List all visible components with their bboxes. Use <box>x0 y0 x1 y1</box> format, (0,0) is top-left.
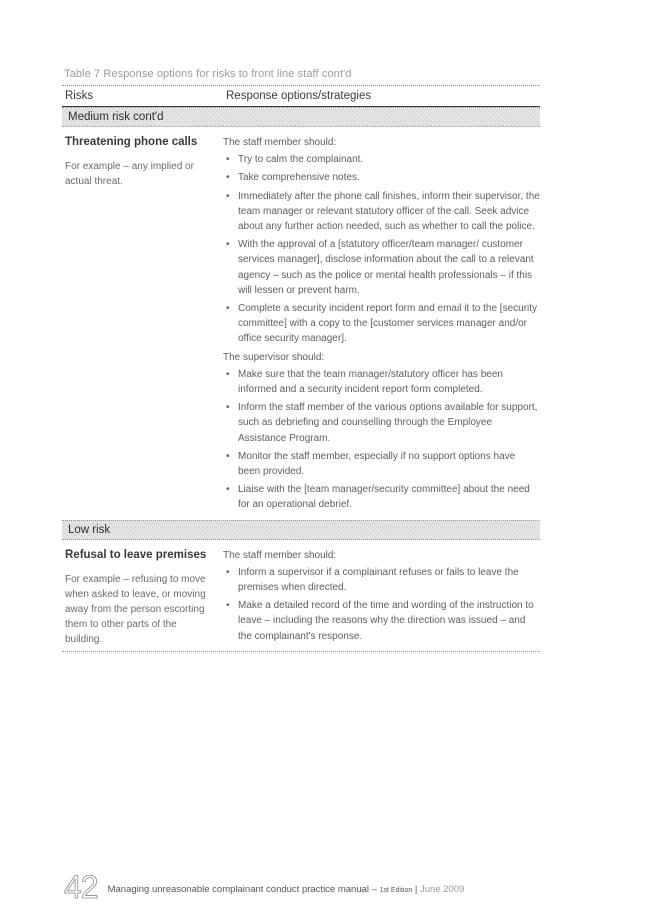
bullet-icon: • <box>226 600 230 612</box>
risk-cell <box>62 548 223 647</box>
table-bottom-rule <box>62 651 540 652</box>
bullet-icon: • <box>226 172 230 184</box>
footer-edition: 1st Edition <box>379 887 413 894</box>
response-cell <box>223 548 540 647</box>
risk-title: Refusal to leave premises <box>65 548 207 561</box>
footer-separator: | <box>412 884 421 895</box>
list-item-text: Make sure that the team manager/statutory officer has been informed and a security incident report form completed. <box>238 368 503 396</box>
bullet-icon: • <box>226 484 230 496</box>
bullet-icon: • <box>226 303 230 315</box>
list-item <box>223 152 540 167</box>
table-caption: Table 7 Response options for risks to front line staff cont'd <box>64 68 352 80</box>
list-item-text: Immediately after the phone call finishes, inform their supervisor, the team manager or relevant statutory officer of the call. Seek advice about any further action needed, such as whether to call the police. <box>238 190 540 233</box>
list-item-text: Make a detailed record of the time and wording of the instruction to leave – including the reasons why the direction was issued – and the complainant's response. <box>238 600 534 642</box>
bullet-icon: • <box>226 239 230 251</box>
risk-example: For example – any implied or actual threat. <box>65 161 194 187</box>
table-header <box>62 85 540 107</box>
list-item <box>223 598 540 644</box>
list-item <box>223 367 540 397</box>
list-item <box>223 449 540 479</box>
list-item-text: Monitor the staff member, especially if no support options have been provided. <box>238 450 516 478</box>
section-band-medium-risk: Medium risk cont'd <box>62 107 540 127</box>
list-item <box>223 189 540 235</box>
risk-example: For example – refusing to move when asked to leave, or moving away from the person escorting them to other parts of the building. <box>65 573 206 645</box>
list-item <box>223 482 540 512</box>
section-band-low-risk: Low risk <box>62 520 540 540</box>
table-row <box>62 540 540 651</box>
bullet-list <box>223 565 540 644</box>
response-options-table <box>62 85 540 652</box>
list-item-text: Inform the staff member of the various options available for support, such as debriefing and counselling through the Employee Assistance Program. <box>238 402 538 444</box>
list-item <box>223 400 540 446</box>
list-item-text: Liaise with the [team manager/security committee] about the need for an operational debrief. <box>238 484 530 511</box>
list-item <box>223 237 540 298</box>
header-response-options: Response options/strategies <box>226 90 372 102</box>
footer-title: Managing unreasonable complainant conduct practice manual – <box>107 884 380 895</box>
group-lead: The supervisor should: <box>223 351 325 363</box>
page-number: 42 <box>64 869 98 905</box>
list-item-text: Take comprehensive notes. <box>238 172 360 184</box>
risk-cell <box>62 135 223 516</box>
list-item-text: Complete a security incident report form and email it to the [security committee] with a copy to the [customer services manager and/or office security manager]. <box>238 303 538 345</box>
bullet-icon: • <box>226 190 230 202</box>
table-row <box>62 127 540 520</box>
bullet-list <box>223 367 540 513</box>
bullet-icon: • <box>226 450 230 462</box>
bullet-icon: • <box>226 368 230 380</box>
bullet-list <box>223 152 540 346</box>
group-lead: The staff member should: <box>223 137 337 148</box>
list-item-text: Try to calm the complainant. <box>238 154 364 166</box>
list-item <box>223 301 540 347</box>
response-cell <box>223 135 540 516</box>
bullet-icon: • <box>226 566 230 578</box>
risk-title: Threatening phone calls <box>65 136 198 148</box>
page-footer <box>64 869 465 905</box>
group-lead: The staff member should: <box>223 549 337 561</box>
footer-date: June 2009 <box>420 884 465 895</box>
bullet-icon: • <box>226 154 230 166</box>
bullet-icon: • <box>226 402 230 414</box>
list-item-text: Inform a supervisor if a complainant refuses or fails to leave the premises when directed. <box>238 566 519 594</box>
footer-text <box>108 884 465 895</box>
list-item <box>223 565 540 595</box>
list-item-text: With the approval of a [statutory officer/team manager/ customer services manager], disclose information about the call to a relevant agency – such as the police or mental health professionals – if this will lessen or prevent harm. <box>238 239 534 296</box>
list-item <box>223 170 540 185</box>
header-risks: Risks <box>65 90 94 102</box>
